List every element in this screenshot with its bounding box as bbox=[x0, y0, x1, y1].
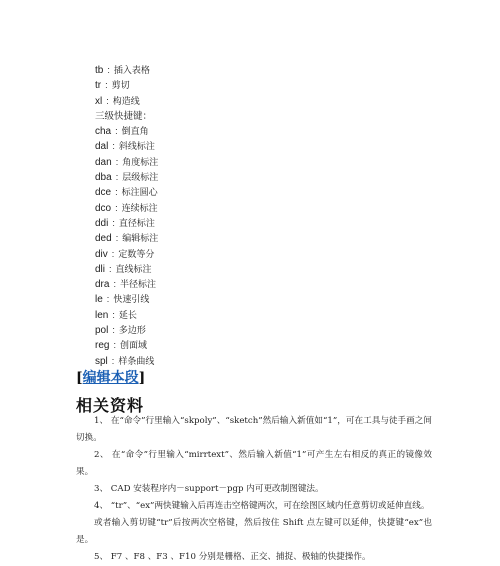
shortcut-command: ded bbox=[95, 233, 112, 245]
shortcut-separator: : bbox=[113, 340, 116, 351]
shortcut-description: 样条曲线 bbox=[118, 356, 155, 367]
shortcut-command: dal bbox=[95, 141, 109, 153]
shortcut-description: 直径标注 bbox=[118, 218, 155, 229]
shortcut-command: pol bbox=[95, 325, 109, 337]
shortcut-separator: : bbox=[115, 187, 118, 198]
shortcut-separator: : bbox=[115, 126, 118, 137]
shortcut-command: dan bbox=[95, 156, 112, 168]
shortcut-item bbox=[95, 63, 158, 78]
info-paragraph: 或者输入剪切键“tr”后按两次空格键，然后按住 Shift 点左键可以延伸，快捷键“ex”也是。 bbox=[76, 518, 432, 545]
edit-section-marker bbox=[76, 367, 145, 387]
shortcut-separator: : bbox=[113, 279, 116, 290]
shortcut-item bbox=[95, 216, 158, 231]
info-paragraph: 5、 F7 、F8 、F3 、F10 分别是栅格、正交、捕捉、极轴的快捷操作。 bbox=[94, 552, 371, 562]
shortcut-separator: : bbox=[112, 141, 115, 152]
shortcut-item bbox=[95, 94, 158, 109]
shortcut-separator: : bbox=[107, 65, 110, 75]
shortcut-separator: : bbox=[106, 95, 109, 106]
shortcut-description: 斜线标注 bbox=[118, 142, 155, 153]
shortcut-description: 连续标注 bbox=[121, 203, 158, 214]
shortcut-item bbox=[95, 155, 158, 170]
shortcut-description: 快速引线 bbox=[113, 295, 150, 306]
info-paragraph: 1、 在“命令”行里输入“skpoly”、“sketch”然后输入新值如“1”，可在工具与徒手画之间切换。 bbox=[76, 416, 432, 443]
shortcut-item bbox=[95, 185, 158, 200]
shortcut-description: 直线标注 bbox=[115, 264, 152, 275]
shortcut-description: 标注圆心 bbox=[121, 188, 158, 199]
shortcut-item bbox=[95, 170, 158, 185]
shortcut-separator: : bbox=[115, 202, 118, 213]
shortcut-command: dco bbox=[95, 202, 112, 214]
shortcut-command: dli bbox=[95, 263, 106, 275]
shortcut-command: xl bbox=[95, 95, 103, 107]
shortcut-separator: : bbox=[115, 233, 119, 244]
shortcut-list bbox=[95, 63, 158, 369]
shortcut-separator: : bbox=[112, 309, 115, 320]
shortcut-description: 延长 bbox=[118, 310, 137, 321]
shortcut-separator: : bbox=[111, 248, 115, 259]
shortcut-description: 剪切 bbox=[111, 81, 130, 92]
shortcut-command: le bbox=[95, 294, 103, 306]
shortcut-separator: : bbox=[112, 217, 115, 228]
shortcut-description: 多边形 bbox=[118, 326, 146, 337]
info-paragraph: 3、 CAD 安装程序内－support－pgp 内可更改制图键法。 bbox=[94, 484, 324, 494]
shortcut-command: spl bbox=[95, 355, 108, 367]
shortcut-separator: : bbox=[115, 156, 119, 167]
shortcut-description: 角度标注 bbox=[122, 157, 159, 168]
shortcut-command: dce bbox=[95, 187, 112, 199]
shortcut-command: dba bbox=[95, 172, 112, 184]
shortcut-item bbox=[95, 124, 158, 139]
edit-bracket-open: [ bbox=[76, 370, 83, 386]
shortcut-item bbox=[95, 262, 158, 277]
shortcut-item bbox=[95, 323, 158, 338]
shortcut-description: 构造线 bbox=[112, 96, 140, 107]
shortcut-description: 定数等分 bbox=[118, 249, 155, 260]
subheading-text: 三级快捷键： bbox=[95, 110, 153, 122]
shortcut-item bbox=[95, 338, 158, 353]
shortcut-command: tr bbox=[95, 80, 102, 92]
related-info-paragraphs bbox=[76, 413, 432, 566]
shortcut-separator: : bbox=[111, 355, 115, 366]
info-paragraph: 2、 在“命令”行里输入“mirrtext”、然后输入新值“1”可产生左右相反的真正的镜像效果。 bbox=[76, 450, 432, 477]
shortcut-command: tb bbox=[95, 65, 104, 76]
shortcut-command: reg bbox=[95, 340, 110, 352]
shortcut-subheading bbox=[95, 109, 158, 124]
shortcut-item bbox=[95, 231, 158, 246]
shortcut-separator: : bbox=[106, 294, 110, 305]
shortcut-item bbox=[95, 201, 158, 216]
shortcut-description: 插入表格 bbox=[113, 66, 150, 76]
shortcut-item bbox=[95, 247, 158, 262]
shortcut-item bbox=[95, 308, 158, 323]
shortcut-description: 层级标注 bbox=[122, 173, 159, 184]
shortcut-separator: : bbox=[109, 263, 112, 274]
shortcut-description: 创面域 bbox=[119, 341, 147, 352]
shortcut-separator: : bbox=[112, 325, 115, 336]
shortcut-separator: : bbox=[115, 172, 119, 183]
info-paragraph: 4、 “tr”、“ex”两快键输入后再连击空格键两次，可在绘图区域内任意剪切或延伸直线。 bbox=[94, 501, 430, 511]
shortcut-item bbox=[95, 292, 158, 307]
shortcut-command: dra bbox=[95, 279, 110, 291]
shortcut-separator: : bbox=[105, 80, 108, 91]
edit-bracket-close: ] bbox=[138, 370, 146, 386]
shortcut-description: 半径标注 bbox=[119, 280, 156, 291]
shortcut-description: 编辑标注 bbox=[122, 234, 159, 245]
edit-section-link[interactable]: 编辑本段 bbox=[82, 370, 139, 386]
shortcut-item bbox=[95, 139, 158, 154]
shortcut-description: 倒直角 bbox=[121, 127, 149, 138]
shortcut-command: ddi bbox=[95, 217, 109, 229]
shortcut-command: len bbox=[95, 309, 109, 321]
shortcut-command: cha bbox=[95, 126, 112, 138]
section-heading: 相关资料 bbox=[76, 396, 145, 415]
shortcut-command: div bbox=[95, 248, 108, 260]
shortcut-item bbox=[95, 277, 158, 292]
shortcut-item bbox=[95, 78, 158, 93]
